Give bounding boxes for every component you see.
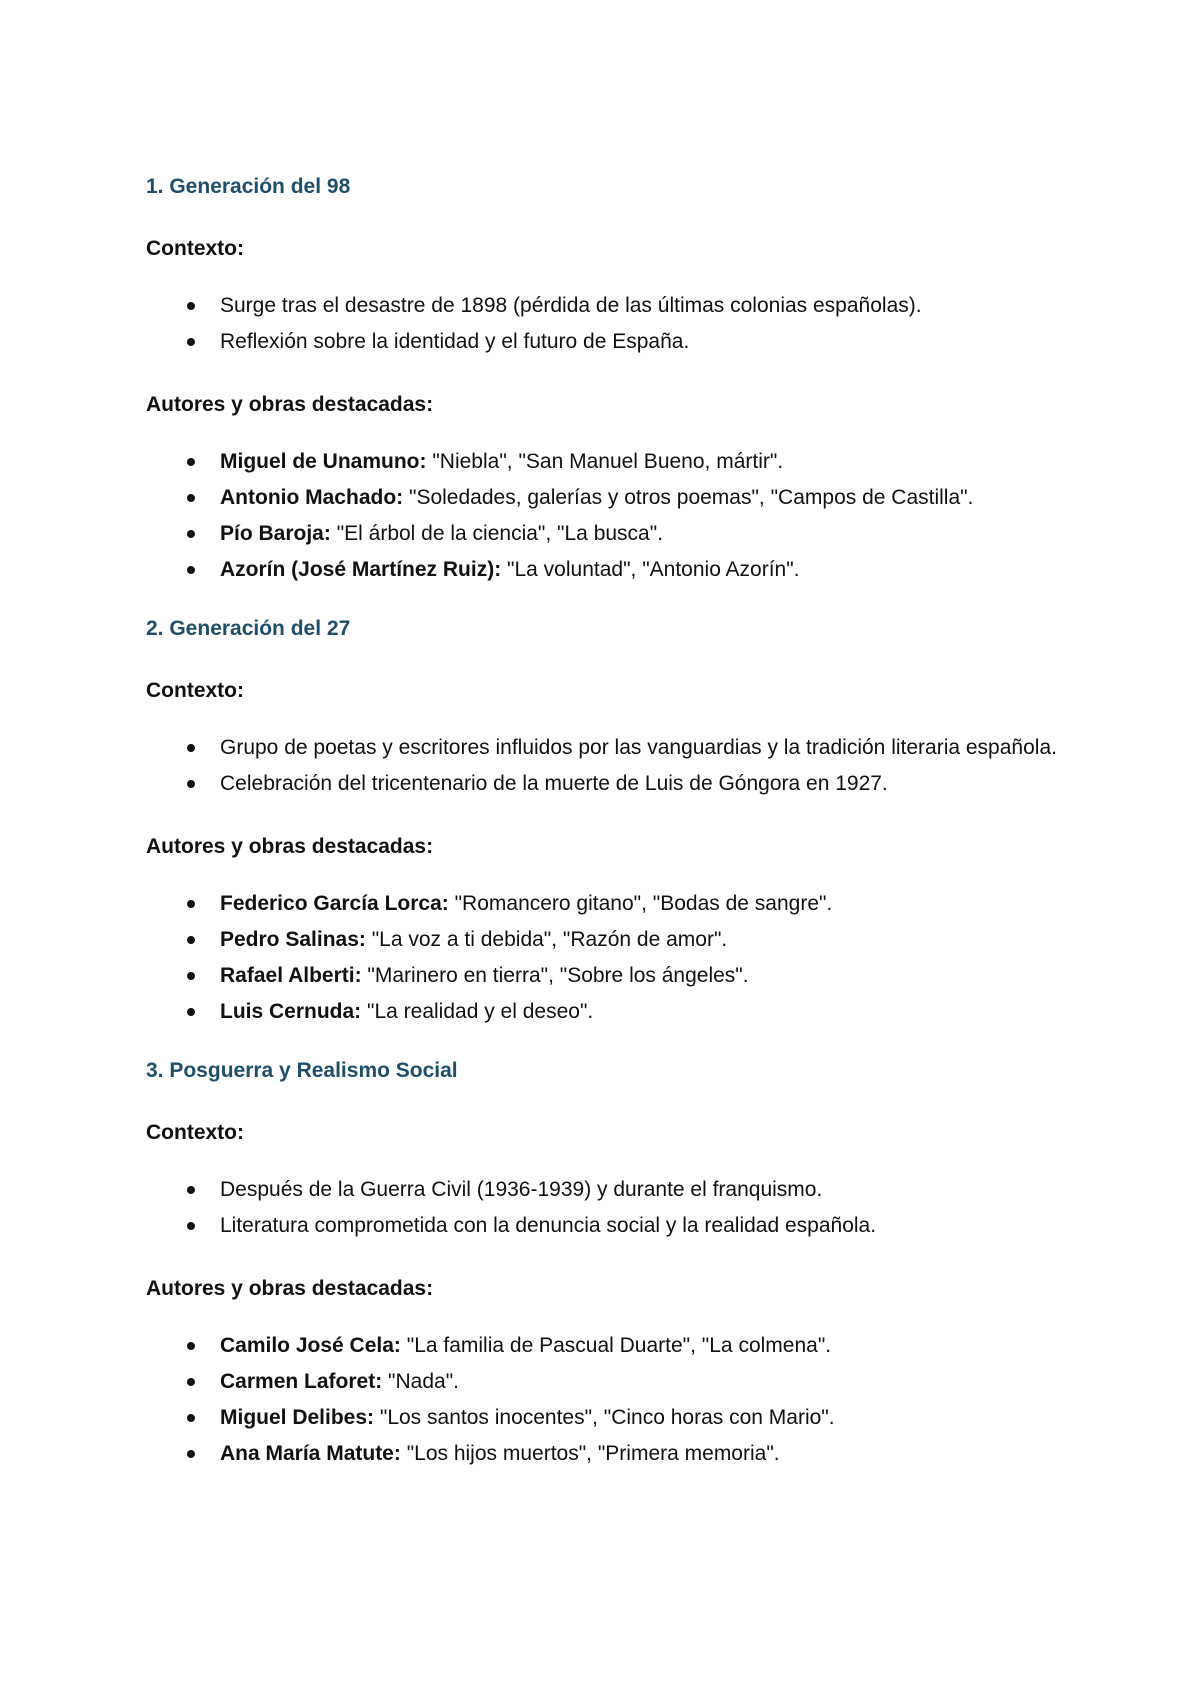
bullet-icon [187,1450,195,1458]
bullet-icon [187,936,195,944]
author-name: Miguel de Unamuno: [220,450,427,473]
author-works: "Niebla", "San Manuel Bueno, mártir". [426,450,784,473]
authors-list [146,1328,1080,1472]
author-name: Azorín (José Martínez Ruiz): [220,558,502,581]
author-works: "La familia de Pascual Duarte", "La colmena". [400,1334,832,1357]
context-list [146,730,1080,802]
bullet-icon [187,1222,195,1230]
author-name: Pedro Salinas: [220,928,366,951]
bullet-icon [187,566,195,574]
list-item [146,958,1080,994]
author-name: Federico García Lorca: [220,892,449,915]
section-generacion-98 [146,170,1080,588]
list-item-text: Reflexión sobre la identidad y el futuro de España. [220,330,690,353]
author-works: "Romancero gitano", "Bodas de sangre". [448,892,833,915]
list-item [146,1436,1080,1472]
list-item [146,922,1080,958]
bullet-icon [187,530,195,538]
author-name: Luis Cernuda: [220,1000,362,1023]
list-item [146,886,1080,922]
context-list [146,1172,1080,1244]
context-label: Contexto: [146,237,244,260]
author-name: Antonio Machado: [220,486,404,509]
list-item-text: Surge tras el desastre de 1898 (pérdida de las últimas colonias españolas). [220,294,922,317]
author-works: "Los santos inocentes", "Cinco horas con Mario". [374,1406,835,1429]
list-item [146,516,1080,552]
list-item [146,1364,1080,1400]
author-works: "La realidad y el deseo". [361,1000,594,1023]
bullet-icon [187,458,195,466]
section-generacion-27 [146,612,1080,1030]
section-title: 2. Generación del 27 [146,617,351,640]
list-item [146,1172,1080,1208]
bullet-icon [187,1008,195,1016]
author-name: Rafael Alberti: [220,964,362,987]
bullet-icon [187,744,195,752]
context-label: Contexto: [146,1121,244,1144]
list-item [146,1208,1080,1244]
context-list [146,288,1080,360]
list-item [146,552,1080,588]
list-item [146,1400,1080,1436]
list-item [146,288,1080,324]
section-title: 1. Generación del 98 [146,175,351,198]
list-item-text: Después de la Guerra Civil (1936-1939) y durante el franquismo. [220,1178,823,1201]
author-works: "La voz a ti debida", "Razón de amor". [365,928,728,951]
author-works: "Marinero en tierra", "Sobre los ángeles". [361,964,749,987]
author-name: Pío Baroja: [220,522,331,545]
bullet-icon [187,338,195,346]
authors-label: Autores y obras destacadas: [146,393,434,416]
bullet-icon [187,302,195,310]
author-name: Camilo José Cela: [220,1334,401,1357]
bullet-icon [187,1342,195,1350]
bullet-icon [187,900,195,908]
list-item-text: Literatura comprometida con la denuncia social y la realidad española. [220,1214,877,1237]
authors-list [146,886,1080,1030]
author-works: "Los hijos muertos", "Primera memoria". [400,1442,780,1465]
bullet-icon [187,1378,195,1386]
author-name: Carmen Laforet: [220,1370,383,1393]
bullet-icon [187,780,195,788]
bullet-icon [187,972,195,980]
author-works: "El árbol de la ciencia", "La busca". [330,522,664,545]
section-title: 3. Posguerra y Realismo Social [146,1059,458,1082]
list-item [146,1328,1080,1364]
list-item-text: Grupo de poetas y escritores influidos por las vanguardias y la tradición literaria española. [220,736,1057,759]
author-works: "La voluntad", "Antonio Azorín". [501,558,800,581]
context-label: Contexto: [146,679,244,702]
authors-label: Autores y obras destacadas: [146,835,434,858]
author-name: Miguel Delibes: [220,1406,375,1429]
author-name: Ana María Matute: [220,1442,401,1465]
bullet-icon [187,1414,195,1422]
bullet-icon [187,494,195,502]
section-posguerra [146,1054,1080,1472]
author-works: "Soledades, galerías y otros poemas", "Campos de Castilla". [403,486,974,509]
authors-list [146,444,1080,588]
list-item [146,766,1080,802]
list-item-text: Celebración del tricentenario de la muerte de Luis de Góngora en 1927. [220,772,888,795]
list-item [146,994,1080,1030]
bullet-icon [187,1186,195,1194]
list-item [146,480,1080,516]
list-item [146,324,1080,360]
list-item [146,444,1080,480]
list-item [146,730,1080,766]
author-works: "Nada". [382,1370,459,1393]
authors-label: Autores y obras destacadas: [146,1277,434,1300]
